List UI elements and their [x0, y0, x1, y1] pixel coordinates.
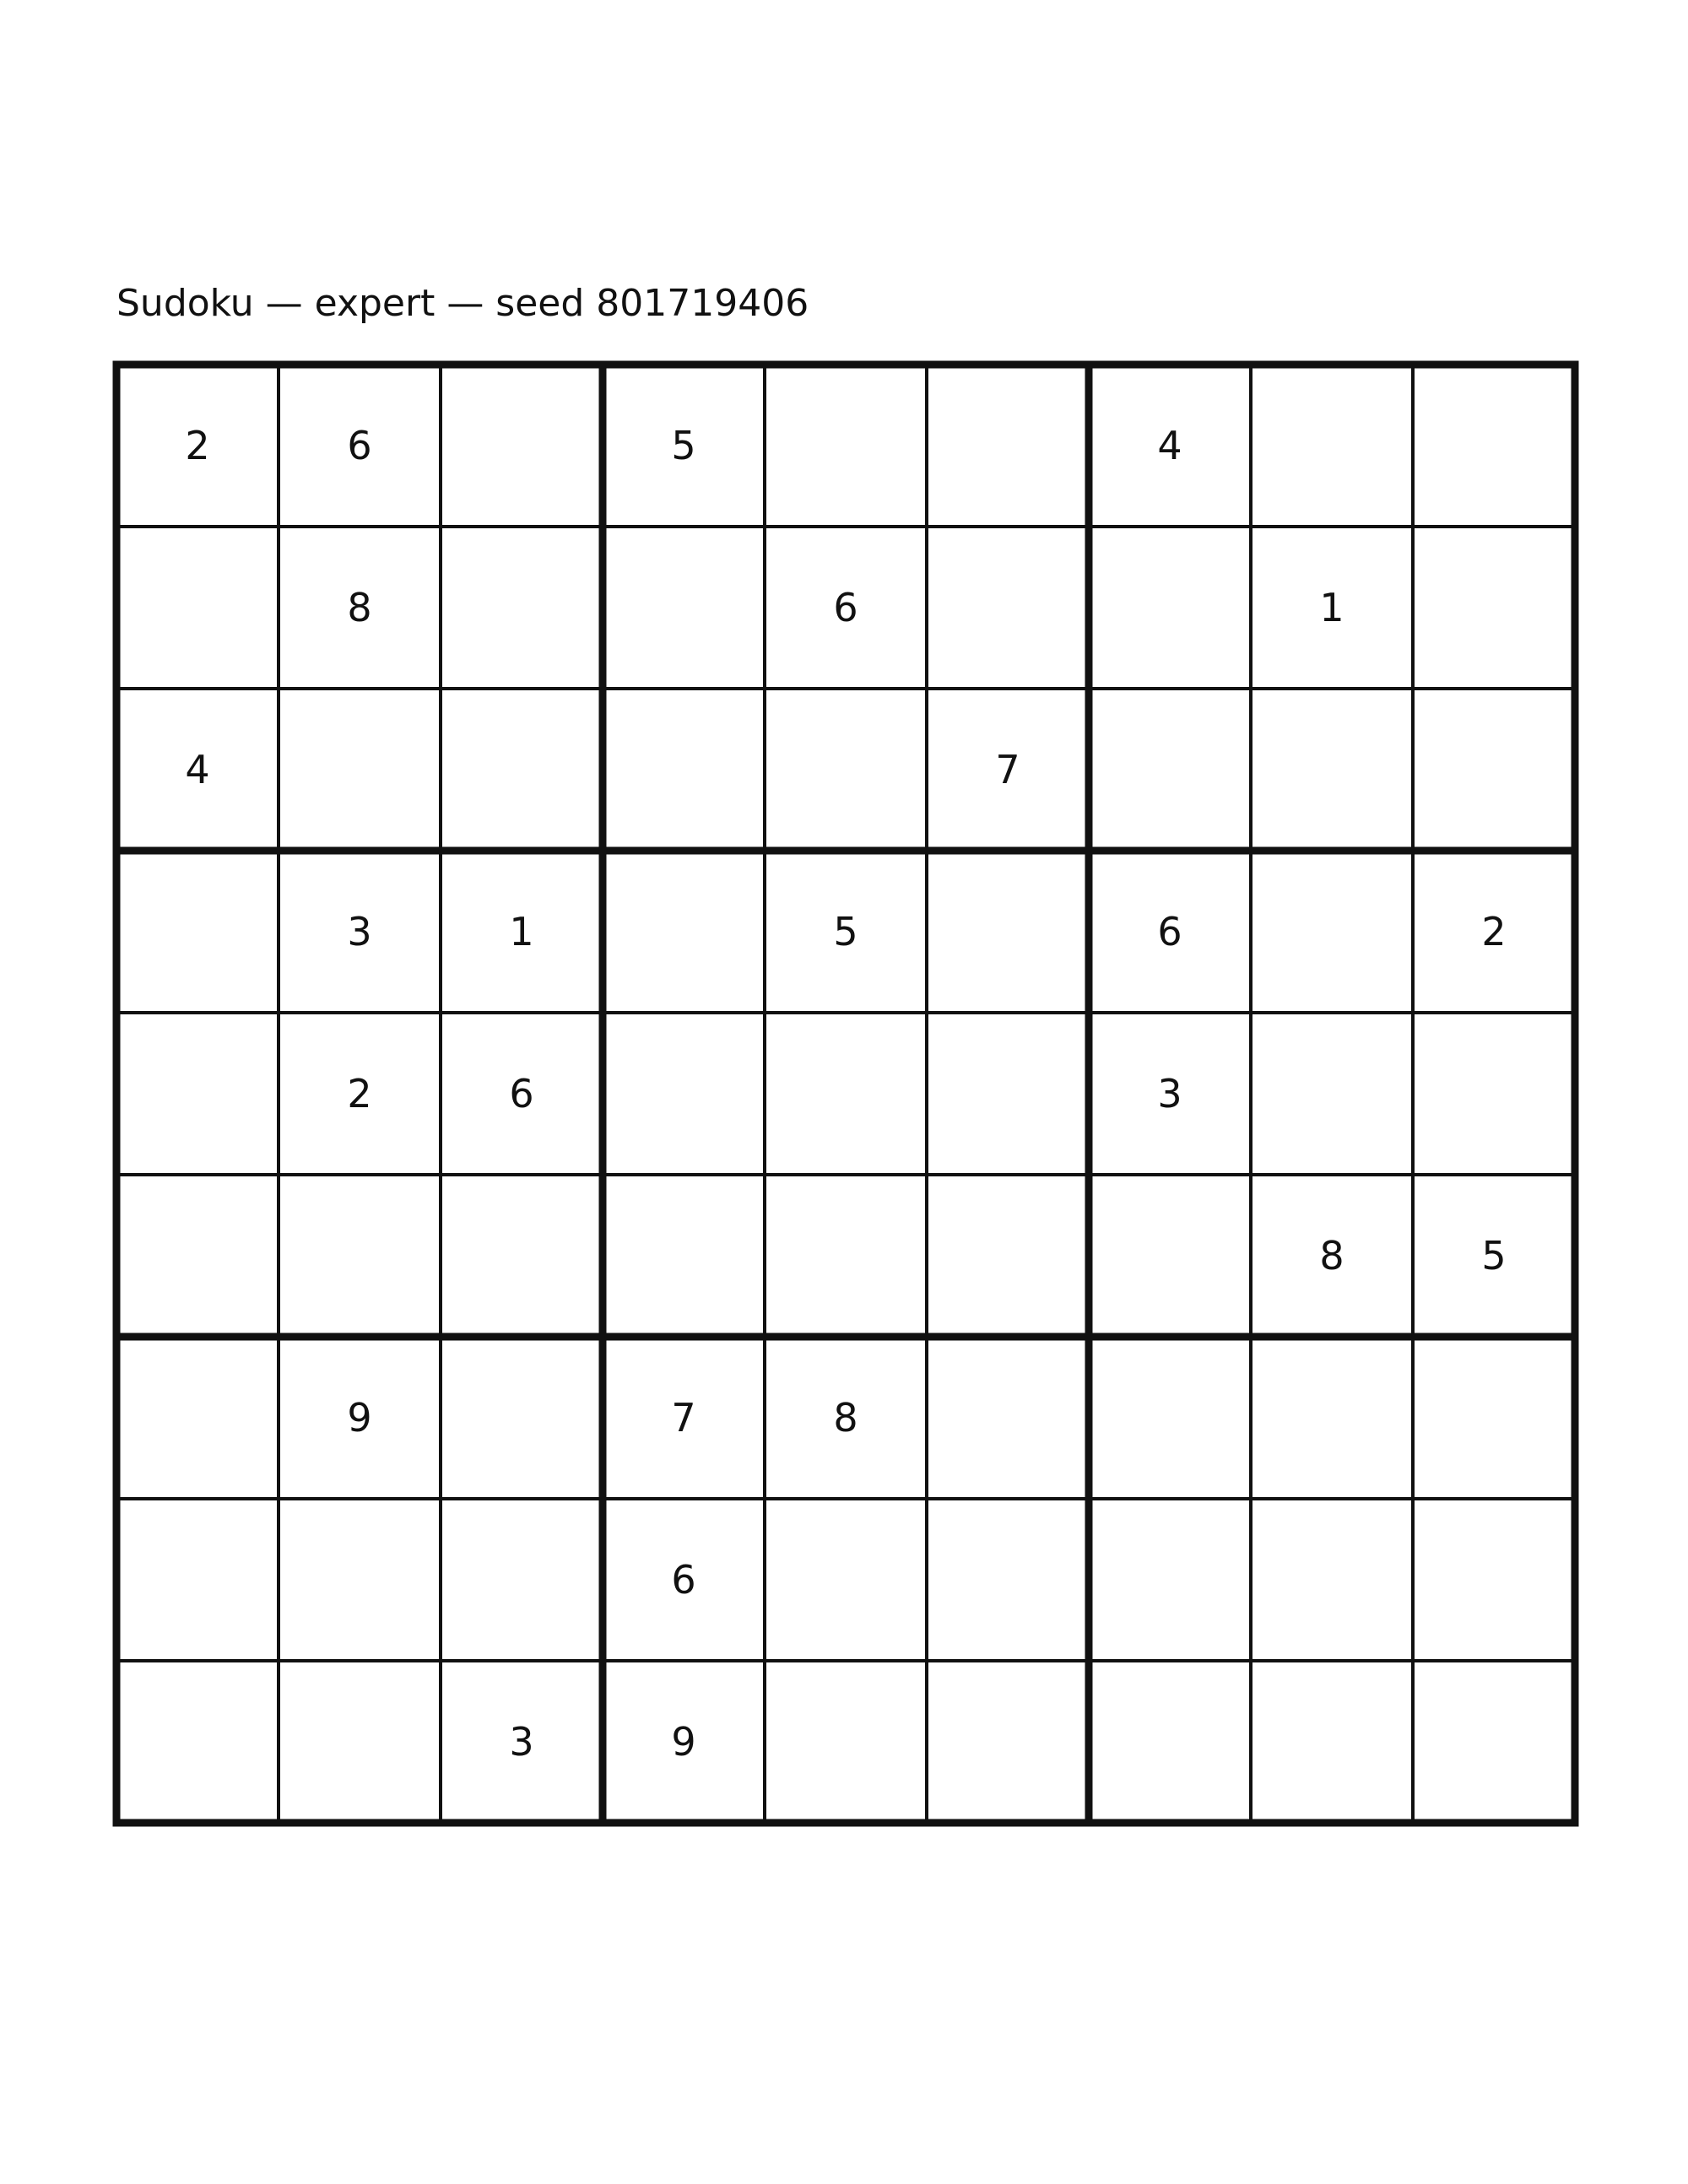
- sudoku-cell-r1-c1[interactable]: 2: [185, 423, 210, 468]
- sudoku-cell-r1-c3[interactable]: [441, 365, 603, 527]
- sudoku-cell-r1-c7[interactable]: 4: [1157, 423, 1182, 468]
- sudoku-cell-r4-c7[interactable]: 6: [1157, 909, 1182, 954]
- sudoku-board: [116, 365, 1575, 1823]
- sudoku-cell-r2-c9[interactable]: [1413, 527, 1575, 689]
- sudoku-cell-r7-c6[interactable]: [927, 1337, 1089, 1499]
- sudoku-cell-r4-c6[interactable]: [927, 851, 1089, 1013]
- sudoku-cell-r5-c5[interactable]: [765, 1013, 927, 1175]
- sudoku-cell-r6-c3[interactable]: [441, 1175, 603, 1337]
- sudoku-cell-r9-c2[interactable]: [279, 1661, 441, 1823]
- sudoku-cell-r1-c6[interactable]: [927, 365, 1089, 527]
- sudoku-cell-r5-c4[interactable]: [603, 1013, 765, 1175]
- sudoku-cell-r1-c4[interactable]: 5: [671, 423, 696, 468]
- sudoku-cell-r8-c6[interactable]: [927, 1499, 1089, 1661]
- sudoku-cell-r2-c2[interactable]: 8: [347, 585, 372, 630]
- sudoku-cell-r3-c4[interactable]: [603, 689, 765, 851]
- sudoku-cell-r9-c1[interactable]: [116, 1661, 279, 1823]
- puzzle-title: Sudoku — expert — seed 801719406: [116, 282, 809, 325]
- sudoku-cell-r6-c5[interactable]: [765, 1175, 927, 1337]
- sudoku-cell-r6-c9[interactable]: 5: [1481, 1233, 1507, 1279]
- sudoku-cell-r2-c5[interactable]: 6: [833, 585, 858, 630]
- sudoku-cell-r6-c4[interactable]: [603, 1175, 765, 1337]
- sudoku-cell-r3-c2[interactable]: [279, 689, 441, 851]
- sudoku-cell-r4-c9[interactable]: 2: [1481, 909, 1507, 954]
- sudoku-cell-r1-c8[interactable]: [1251, 365, 1413, 527]
- sudoku-cell-r9-c6[interactable]: [927, 1661, 1089, 1823]
- sudoku-cell-r7-c3[interactable]: [441, 1337, 603, 1499]
- sudoku-cell-r3-c9[interactable]: [1413, 689, 1575, 851]
- sudoku-cell-r5-c2[interactable]: 2: [347, 1071, 372, 1116]
- sudoku-cell-r5-c1[interactable]: [116, 1013, 279, 1175]
- sudoku-cell-r1-c5[interactable]: [765, 365, 927, 527]
- sudoku-cell-r4-c5[interactable]: 5: [833, 909, 858, 954]
- sudoku-cell-r1-c2[interactable]: 6: [347, 423, 372, 468]
- sudoku-cell-r2-c7[interactable]: [1089, 527, 1251, 689]
- sudoku-cell-r9-c3[interactable]: 3: [509, 1719, 534, 1765]
- sudoku-cell-r4-c8[interactable]: [1251, 851, 1413, 1013]
- sudoku-cell-r8-c7[interactable]: [1089, 1499, 1251, 1661]
- sudoku-cell-r7-c2[interactable]: 9: [347, 1395, 372, 1441]
- sudoku-cell-r8-c8[interactable]: [1251, 1499, 1413, 1661]
- sudoku-cell-r5-c8[interactable]: [1251, 1013, 1413, 1175]
- sudoku-cell-r3-c5[interactable]: [765, 689, 927, 851]
- sudoku-cell-r6-c6[interactable]: [927, 1175, 1089, 1337]
- sudoku-cell-r3-c6[interactable]: 7: [995, 747, 1020, 792]
- sudoku-cell-r8-c3[interactable]: [441, 1499, 603, 1661]
- sudoku-cell-r6-c2[interactable]: [279, 1175, 441, 1337]
- sudoku-cell-r7-c8[interactable]: [1251, 1337, 1413, 1499]
- sudoku-cell-r2-c6[interactable]: [927, 527, 1089, 689]
- sudoku-cell-r2-c1[interactable]: [116, 527, 279, 689]
- sudoku-cell-r5-c6[interactable]: [927, 1013, 1089, 1175]
- sudoku-cell-r3-c1[interactable]: 4: [185, 747, 210, 792]
- sudoku-cell-r4-c4[interactable]: [603, 851, 765, 1013]
- sudoku-cell-r2-c8[interactable]: 1: [1319, 585, 1344, 630]
- sudoku-cell-r7-c1[interactable]: [116, 1337, 279, 1499]
- sudoku-cell-r4-c2[interactable]: 3: [347, 909, 372, 954]
- sudoku-cell-r5-c9[interactable]: [1413, 1013, 1575, 1175]
- sudoku-cell-r8-c2[interactable]: [279, 1499, 441, 1661]
- sudoku-cell-r4-c3[interactable]: 1: [509, 909, 534, 954]
- sudoku-cell-r8-c5[interactable]: [765, 1499, 927, 1661]
- sudoku-cell-r9-c7[interactable]: [1089, 1661, 1251, 1823]
- sudoku-cell-r7-c5[interactable]: 8: [833, 1395, 858, 1441]
- sudoku-cell-r5-c7[interactable]: 3: [1157, 1071, 1182, 1116]
- sudoku-cell-r6-c8[interactable]: 8: [1319, 1233, 1344, 1279]
- sudoku-cell-r7-c9[interactable]: [1413, 1337, 1575, 1499]
- sudoku-cell-r7-c7[interactable]: [1089, 1337, 1251, 1499]
- sudoku-cell-r3-c8[interactable]: [1251, 689, 1413, 851]
- sudoku-cell-r9-c8[interactable]: [1251, 1661, 1413, 1823]
- sudoku-cell-r9-c9[interactable]: [1413, 1661, 1575, 1823]
- sudoku-cell-r5-c3[interactable]: 6: [509, 1071, 534, 1116]
- sudoku-cell-r9-c4[interactable]: 9: [671, 1719, 696, 1765]
- sudoku-cell-r8-c9[interactable]: [1413, 1499, 1575, 1661]
- sudoku-cell-r8-c4[interactable]: 6: [671, 1557, 696, 1603]
- sudoku-cell-r2-c4[interactable]: [603, 527, 765, 689]
- sudoku-cell-r8-c1[interactable]: [116, 1499, 279, 1661]
- sudoku-cell-r9-c5[interactable]: [765, 1661, 927, 1823]
- sudoku-cell-r3-c3[interactable]: [441, 689, 603, 851]
- sudoku-cell-r3-c7[interactable]: [1089, 689, 1251, 851]
- sudoku-cell-r6-c1[interactable]: [116, 1175, 279, 1337]
- sudoku-cell-r1-c9[interactable]: [1413, 365, 1575, 527]
- sudoku-cell-r7-c4[interactable]: 7: [671, 1395, 696, 1441]
- sudoku-cell-r6-c7[interactable]: [1089, 1175, 1251, 1337]
- sudoku-cell-r2-c3[interactable]: [441, 527, 603, 689]
- sudoku-cell-r4-c1[interactable]: [116, 851, 279, 1013]
